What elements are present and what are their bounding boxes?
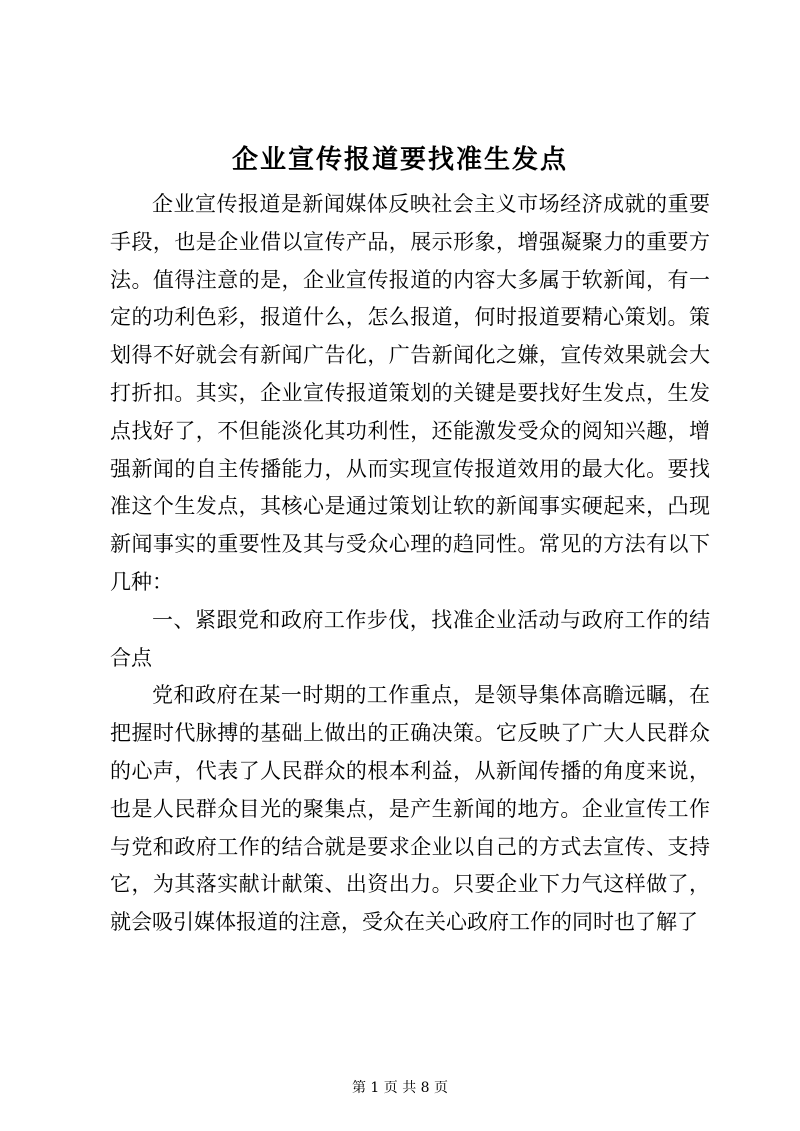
document-title: 企业宣传报道要找准生发点	[231, 145, 568, 175]
paragraph-section-1: 党和政府在某一时期的工作重点，是领导集体高瞻远瞩，在把握时代脉搏的基础上做出的正确决策。它反映了广大人民群众的心声，代表了人民群众的根本利益，从新闻传播的角度来说，也是人民群众目光的聚集点，是产生新闻的地方。企业宣传工作与党和政府工作的结合就是要求企业以自己的方式去宣传、支持它，为其落实献计献策、出资出力。只要企业下力气这样做了，就会吸引媒体报道的注意，受众在关心政府工作的同时也了解了	[110, 683, 710, 935]
page-number-footer: 第 1 页 共 8 页	[351, 1080, 449, 1096]
paragraph-intro: 企业宣传报道是新闻媒体反映社会主义市场经济成就的重要手段，也是企业借以宣传产品，展示形象，增强凝聚力的重要方法。值得注意的是，企业宣传报道的内容大多属于软新闻，有一定的功利色彩，报道什么，怎么报道，何时报道要精心策划。策划得不好就会有新闻广告化，广告新闻化之嫌，宣传效果就会大打折扣。其实，企业宣传报道策划的关键是要找好生发点，生发点找好了，不但能淡化其功利性，还能激发受众的阅知兴趣，增强新闻的自主传播能力，从而实现宣传报道效用的最大化。要找准这个生发点，其核心是通过策划让软的新闻事实硬起来，凸现新闻事实的重要性及其与受众心理的趋同性。常见的方法有以下几种：	[110, 192, 710, 594]
section-heading-1: 一、紧跟党和政府工作步伐，找准企业活动与政府工作的结合点	[110, 607, 710, 670]
document-body	[110, 186, 710, 942]
